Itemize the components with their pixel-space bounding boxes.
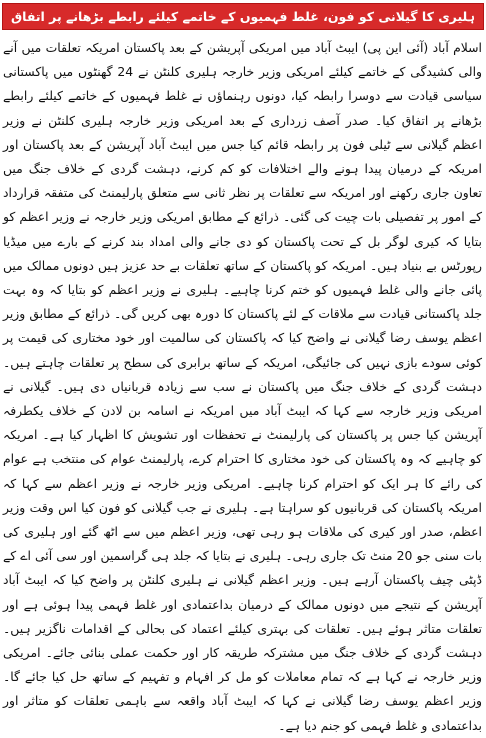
article-text: اسلام آباد (آئی این پی) ایبٹ آباد میں امریکی آپریشن کے بعد پاکستان امریکہ تعلقات میں آنے والی کشیدگی کے خاتمے کیلئے امریکی وزیر خارجہ ہلیری کلنٹن نے 24 گھنٹوں میں پاکستانی سیاسی قیادت سے دوسرا رابطہ کیا، دونوں رہنماؤں نے غلط فہمیوں کے خاتمے کیلئے رابطے بڑھانے پر اتفاق کیا۔ صدر آصف زرداری کے بعد امریکی وزیر خارجہ ہلیری کلنٹن نے وزیر اعظم گیلانی سے ٹیلی فون پر رابطہ قائم کیا جس میں ایبٹ آباد آپریشن کے بعد پاکستان اور امریکہ کے درمیان پیدا ہونے والے اختلافات کو کم کرنے، دہشت گردی کے خلاف جنگ میں تعاون جاری رکھنے اور امریکہ سے تعلقات پر نظر ثانی سے متعلق پارلیمنٹ کی متفقہ قرارداد کے امور پر تفصیلی بات چیت کی گئی۔ ذرائع کے مطابق امریکی وزیر خارجہ نے وزیر اعظم کو بتایا کہ کیری لوگر بل کے تحت پاکستان کو دی جانے والی امداد بند کرنے کے بارے میں میڈیا رپورٹس بے بنیاد ہیں۔ امریکہ کو پاکستان کے ساتھ تعلقات بے حد عزیز ہیں دونوں ممالک میں پائی جانے والی غلط فہمیوں کو ختم کرنا چاہیے۔ ہلیری نے وزیر اعظم کو بتایا کہ وہ بہت جلد پاکستانی قیادت سے ملاقات کے لئے پاکستان کا دورہ بھی کریں گی۔ ذرائع کے مطابق وزیر اعظم یوسف رضا گیلانی نے واضح کیا کہ پاکستان کی سالمیت اور خود مختاری کی قیمت پر کوئی سودے بازی نہیں کی جائیگی، امریکہ کے ساتھ برابری کی سطح پر تعلقات چاہتے ہیں۔ دہشت گردی کے خلاف جنگ میں پاکستان نے سب سے زیادہ قربانیاں دی ہیں۔ گیلانی نے امریکی وزیر خارجہ سے کہا کہ ایبٹ آباد میں امریکہ نے اسامہ بن لادن کے خلاف یکطرفہ آپریشن کیا جس پر پاکستان کی پارلیمنٹ نے تحفظات اور تشویش کا اظہار کیا ہے۔ امریکہ کو چاہیے کہ وہ پاکستان کی خود مختاری کا احترام کرے، پارلیمنٹ عوام کی منتخب ہے عوام کی رائے کا ہر ایک کو احترام کرنا چاہیے۔ امریکی وزیر خارجہ نے وزیر اعظم سے کہا کہ امریکہ پاکستان کی قربانیوں کو سراہتا ہے۔ ہلیری نے جب گیلانی کو فون کیا اس وقت وزیر اعظم، صدر اور کیری کی ملاقات ہو رہی تھی، وزیر اعظم میں سے اٹھ گئے اور ہلیری کی بات سنی جو 20 منٹ تک جاری رہی۔ ہلیری نے بتایا کہ جلد ہی گراسمین اور سی آئی اے کے ڈپٹی چیف پاکستان آرہے ہیں۔ وزیر اعظم گیلانی نے ہلیری کلنٹن پر واضح کیا کہ ایبٹ آباد آپریشن کے نتیجے میں دونوں ممالک کے درمیان بداعتمادی اور غلط فہمی پیدا ہوئی ہے اور تعلقات متاثر ہوئے ہیں۔ تعلقات کی بہتری کیلئے اعتماد کی بحالی کے اقدامات ناگزیر ہیں۔ دہشت گردی کے خلاف جنگ میں مشترکہ طریقہ کار اور حکمت عملی بنائی جائے۔ امریکی وزیر خارجہ نے کہا ہے کہ تمام معاملات کو مل کر افہام و تفہیم کے ساتھ حل کیا جائے گا۔ وزیر اعظم یوسف رضا گیلانی نے کہا کہ ایبٹ آباد واقعہ سے باہمی تعلقات کو متاثر اور بداعتمادی و غلط فہمی کو جنم دیا ہے۔: [3, 40, 483, 733]
headline-banner: [2, 3, 484, 30]
article-body: [2, 36, 484, 733]
headline: ہلیری کا گیلانی کو فون، غلط فہمیوں کے خاتمے کیلئے رابطے بڑھانے پر اتفاق: [10, 8, 475, 24]
